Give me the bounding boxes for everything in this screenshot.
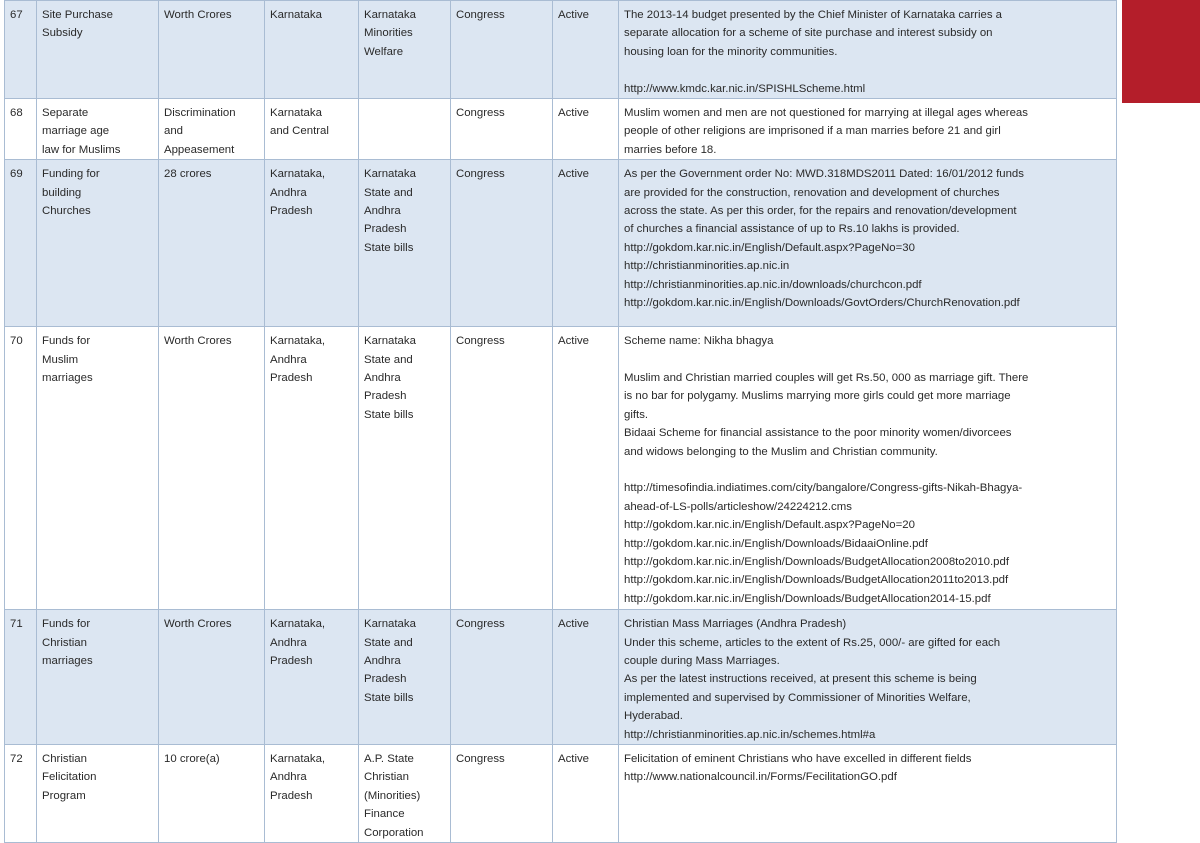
status: Active xyxy=(553,99,619,160)
state: Karnataka, Andhra Pradesh xyxy=(265,745,359,843)
description-line: As per the Government order No: MWD.318MDS2011 Dated: 16/01/2012 funds xyxy=(624,168,1024,181)
party: Congress xyxy=(451,745,553,843)
description-line: of churches a financial assistance of up to Rs.10 lakhs is provided. xyxy=(624,223,960,236)
table-body xyxy=(5,1,1117,843)
description-line: across the state. As per this order, for the repairs and renovation/development xyxy=(624,205,1017,218)
row-number: 72 xyxy=(5,745,37,843)
party: Congress xyxy=(451,160,553,327)
row-number: 67 xyxy=(5,1,37,99)
description xyxy=(619,610,1117,745)
description-line: Christian Mass Marriages (Andhra Pradesh) xyxy=(624,618,847,631)
source-link[interactable]: http://gokdom.kar.nic.in/English/Downloads/BudgetAllocation2014-15.pdf xyxy=(624,592,991,605)
amount: 28 crores xyxy=(159,160,265,327)
source-link[interactable]: http://christianminorities.ap.nic.in xyxy=(624,260,790,273)
table-row xyxy=(5,327,1117,610)
amount: 10 crore(a) xyxy=(159,745,265,843)
description-line xyxy=(624,461,1111,479)
scheme-name: Separate marriage age law for Muslims xyxy=(37,99,159,160)
source-link[interactable]: http://gokdom.kar.nic.in/English/Default.aspx?PageNo=20 xyxy=(624,519,915,532)
description xyxy=(619,1,1117,99)
description-line: gifts. xyxy=(624,408,649,421)
row-number: 71 xyxy=(5,610,37,745)
description-line: Muslim and Christian married couples will get Rs.50, 000 as marriage gift. There xyxy=(624,372,1029,385)
scheme-name: Funds for Christian marriages xyxy=(37,610,159,745)
status: Active xyxy=(553,327,619,610)
scheme-name: Site Purchase Subsidy xyxy=(37,1,159,99)
department: A.P. State Christian (Minorities) Finance Corporation xyxy=(359,745,451,843)
department xyxy=(359,99,451,160)
description-line xyxy=(624,351,1111,369)
scheme-name: Funds for Muslim marriages xyxy=(37,327,159,610)
slide-accent-tab xyxy=(1122,0,1200,103)
description-line: marries before 18. xyxy=(624,143,717,156)
department: Karnataka Minorities Welfare xyxy=(359,1,451,99)
description-line: As per the latest instructions received, at present this scheme is being xyxy=(624,673,977,686)
description-line xyxy=(624,61,1111,79)
source-link[interactable]: http://gokdom.kar.nic.in/English/Downloads/BudgetAllocation2008to2010.pdf xyxy=(624,556,1010,569)
source-link[interactable]: http://timesofindia.indiatimes.com/city/bangalore/Congress-gifts-Nikah-Bhagya- xyxy=(624,482,1023,495)
description-line: separate allocation for a scheme of site purchase and interest subsidy on xyxy=(624,27,993,40)
state: Karnataka and Central xyxy=(265,99,359,160)
state: Karnataka xyxy=(265,1,359,99)
source-link[interactable]: http://christianminorities.ap.nic.in/downloads/churchcon.pdf xyxy=(624,278,922,291)
party: Congress xyxy=(451,610,553,745)
source-link[interactable]: http://gokdom.kar.nic.in/English/Downloads/GovtOrders/ChurchRenovation.pdf xyxy=(624,297,1020,310)
status: Active xyxy=(553,610,619,745)
description-line: The 2013-14 budget presented by the Chief Minister of Karnataka carries a xyxy=(624,9,1003,21)
scheme-name: Christian Felicitation Program xyxy=(37,745,159,843)
status: Active xyxy=(553,745,619,843)
description-line: is no bar for polygamy. Muslims marrying more girls could get more marriage xyxy=(624,390,1011,403)
description-line: Hyderabad. xyxy=(624,710,683,723)
description-line: and widows belonging to the Muslim and Christian community. xyxy=(624,445,938,458)
schemes-table xyxy=(4,0,1117,843)
amount: Worth Crores xyxy=(159,1,265,99)
party: Congress xyxy=(451,327,553,610)
state: Karnataka, Andhra Pradesh xyxy=(265,327,359,610)
party: Congress xyxy=(451,1,553,99)
party: Congress xyxy=(451,99,553,160)
department: Karnataka State and Andhra Pradesh State bills xyxy=(359,327,451,610)
description xyxy=(619,160,1117,327)
state: Karnataka, Andhra Pradesh xyxy=(265,610,359,745)
row-number: 70 xyxy=(5,327,37,610)
status: Active xyxy=(553,160,619,327)
source-link[interactable]: http://christianminorities.ap.nic.in/schemes.html#a xyxy=(624,728,876,741)
description xyxy=(619,99,1117,160)
state: Karnataka, Andhra Pradesh xyxy=(265,160,359,327)
row-number: 69 xyxy=(5,160,37,327)
department: Karnataka State and Andhra Pradesh State bills xyxy=(359,610,451,745)
amount: Worth Crores xyxy=(159,610,265,745)
table-row xyxy=(5,160,1117,327)
source-link[interactable]: http://www.kmdc.kar.nic.in/SPISHLScheme.html xyxy=(624,82,866,95)
row-number: 68 xyxy=(5,99,37,160)
description-line: people of other religions are imprisoned if a man marries before 21 and girl xyxy=(624,125,1001,138)
table-row xyxy=(5,1,1117,99)
description-line: couple during Mass Marriages. xyxy=(624,655,780,668)
source-link[interactable]: http://gokdom.kar.nic.in/English/Downloads/BidaaiOnline.pdf xyxy=(624,537,928,550)
scheme-name: Funding for building Churches xyxy=(37,160,159,327)
source-link[interactable]: http://gokdom.kar.nic.in/English/Default.aspx?PageNo=30 xyxy=(624,241,915,254)
amount: Discrimination and Appeasement xyxy=(159,99,265,160)
description-line: are provided for the construction, renovation and development of churches xyxy=(624,186,1000,199)
description xyxy=(619,327,1117,610)
source-link[interactable]: http://www.nationalcouncil.in/Forms/FecilitationGO.pdf xyxy=(624,771,897,784)
description-line: ahead-of-LS-polls/articleshow/24224212.cms xyxy=(624,500,852,513)
department: Karnataka State and Andhra Pradesh State bills xyxy=(359,160,451,327)
table-row xyxy=(5,610,1117,745)
source-link[interactable]: http://gokdom.kar.nic.in/English/Downloads/BudgetAllocation2011to2013.pdf xyxy=(624,574,1009,587)
description-line: Under this scheme, articles to the extent of Rs.25, 000/- are gifted for each xyxy=(624,636,1001,649)
status: Active xyxy=(553,1,619,99)
table-row xyxy=(5,99,1117,160)
amount: Worth Crores xyxy=(159,327,265,610)
description-line: Felicitation of eminent Christians who have excelled in different fields xyxy=(624,753,972,766)
description-line: Bidaai Scheme for financial assistance to the poor minority women/divorcees xyxy=(624,427,1012,440)
description-line: housing loan for the minority communities. xyxy=(624,45,838,58)
description-line: Scheme name: Nikha bhagya xyxy=(624,335,774,348)
description-line: Muslim women and men are not questioned for marrying at illegal ages whereas xyxy=(624,107,1028,120)
description-line: implemented and supervised by Commissioner of Minorities Welfare, xyxy=(624,691,971,704)
